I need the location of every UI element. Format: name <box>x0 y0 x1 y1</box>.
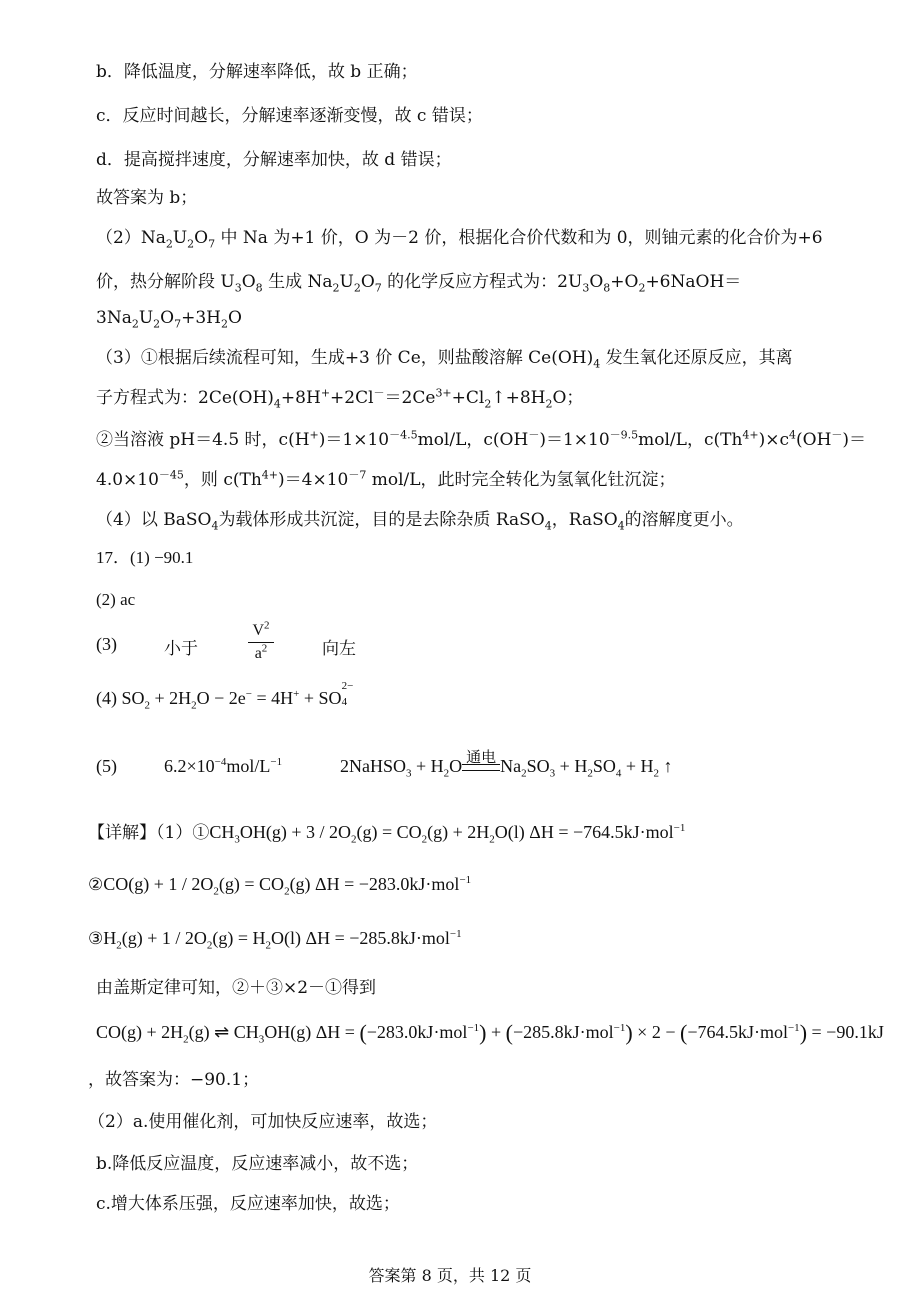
q17-part2: (2) ac <box>96 590 136 609</box>
text-line-q4: （4）以 BaSO$_4$为载体形成共沉淀，目的是去除杂质 RaSO$_4$，RaSO$_4$的溶解度更小。 <box>96 510 744 533</box>
page-footer: 答案第 8 页，共 12 页 <box>368 1266 532 1285</box>
q17-part5-value: $6.2\times 10^{-4}mol/L^{-1}$ <box>164 756 283 776</box>
text-line-answer-b: 故答案为 b； <box>96 188 198 208</box>
detail-eq2: ②CO(g) + $1 / 2O_2(g) = CO_2(g) \Delta H = -283.0kJ\cdot mol^{-1}$ <box>88 874 472 898</box>
detail-combined-equation: $CO(g) + 2H_2(g)$ ⇌ $CH_3OH(g) \Delta H = (-283.0kJ\cdot mol^{-1}) + (-285.8kJ\cdot mol^{-1}) \times 2 - (-764.5kJ\cdot mol^{-1}) = -90.1kJ$ <box>96 1020 884 1046</box>
detail-q2-b: b.降低反应温度，反应速率减小，故不选； <box>96 1154 419 1174</box>
q17-part1: 17．(1) −90.1 <box>96 548 194 567</box>
text-line-q3-4: $4.0\times 10^{-45}$，则 $c(Th^{4+})=4\times 10^{-7}$ mol/L，此时完全转化为氢氧化钍沉淀； <box>96 468 676 490</box>
q17-part3-label: (3) <box>96 634 117 654</box>
text-line-q2-1: $(2)Na_2U_2O_7$ 中 Na 为+1 价，O 为－2 价，根据化合价代数和为 0，则铀元素的化合价为+6 <box>96 228 823 251</box>
detail-answer1: ，故答案为：−90.1； <box>88 1070 260 1090</box>
text-line-q3-2: 子方程式为：$2Ce(OH)_4+8H^++2Cl^-=2Ce^{3+}+Cl_2↑+8H_2O$； <box>96 386 584 411</box>
detail-eq3: $③H_2(g) + 1 / 2O_2(g) = H_2O(l) \Delta H = -285.8kJ\cdot mol^{-1}$ <box>88 928 462 952</box>
q17-part3-answer-c: 向左 <box>322 639 356 659</box>
text-line-q2-2: 价，热分解阶段 $U_3O_8$ 生成 $Na_2U_2O_7$ 的化学反应方程式为：$2U_3O_8+O_2+6NaOH=$ <box>96 272 742 295</box>
text-line-c: c．反应时间越长，分解速率逐渐变慢，故 c 错误； <box>96 106 483 126</box>
text-line-q3-3: ②当溶液 pH＝4.5 时，$c(H^+)=1\times 10^{-4.5}mol/L$，$c(OH^-)=1\times 10^{-9.5}mol/L$，$c(Th^{4+})\times c^4(OH^-)=$ <box>96 428 867 450</box>
q17-part3-fraction: $\frac{V^2}{a^2}$ <box>248 622 274 663</box>
q17-part4-equation: (4) $SO_2 + 2H_2O - 2e^- = 4H^+ + SO^{2-}$ 4 <box>96 680 354 712</box>
detail-eq1: 【详解】$(1)①CH_3OH(g) + 3 / 2O_2(g) = CO_2(g) + 2H_2O(l) \Delta H = -764.5kJ\cdot mol^{-1}$ <box>88 822 686 846</box>
q17-part3-answer-a: 小于 <box>164 639 198 659</box>
text-line-q2-3: $3Na_2U_2O_7+3H_2O$ <box>96 308 242 331</box>
q17-part5-label: (5) <box>96 756 117 776</box>
text-line-b: b．降低温度，分解速率降低，故 b 正确； <box>96 62 418 82</box>
text-line-d: d．提高搅拌速度，分解速率加快，故 d 错误； <box>96 150 452 170</box>
text-line-q3-1: （3）①根据后续流程可知，生成+3 价 Ce，则盐酸溶解 $Ce(OH)_4$ 发生氧化还原反应，其离 <box>96 348 793 371</box>
detail-q2-a: （2）a.使用催化剂，可加快反应速率，故选； <box>88 1112 438 1132</box>
q17-part5-equation: 2NaHSO$_3$ + $H_2O$ 通电 $Na_2SO_3 + H_2SO_4 + H_2$ ↑ <box>340 748 673 780</box>
detail-q2-c: c.增大体系压强，反应速率加快，故选； <box>96 1194 400 1214</box>
detail-gaisi: 由盖斯定律可知，②＋③×2－①得到 <box>96 978 377 998</box>
